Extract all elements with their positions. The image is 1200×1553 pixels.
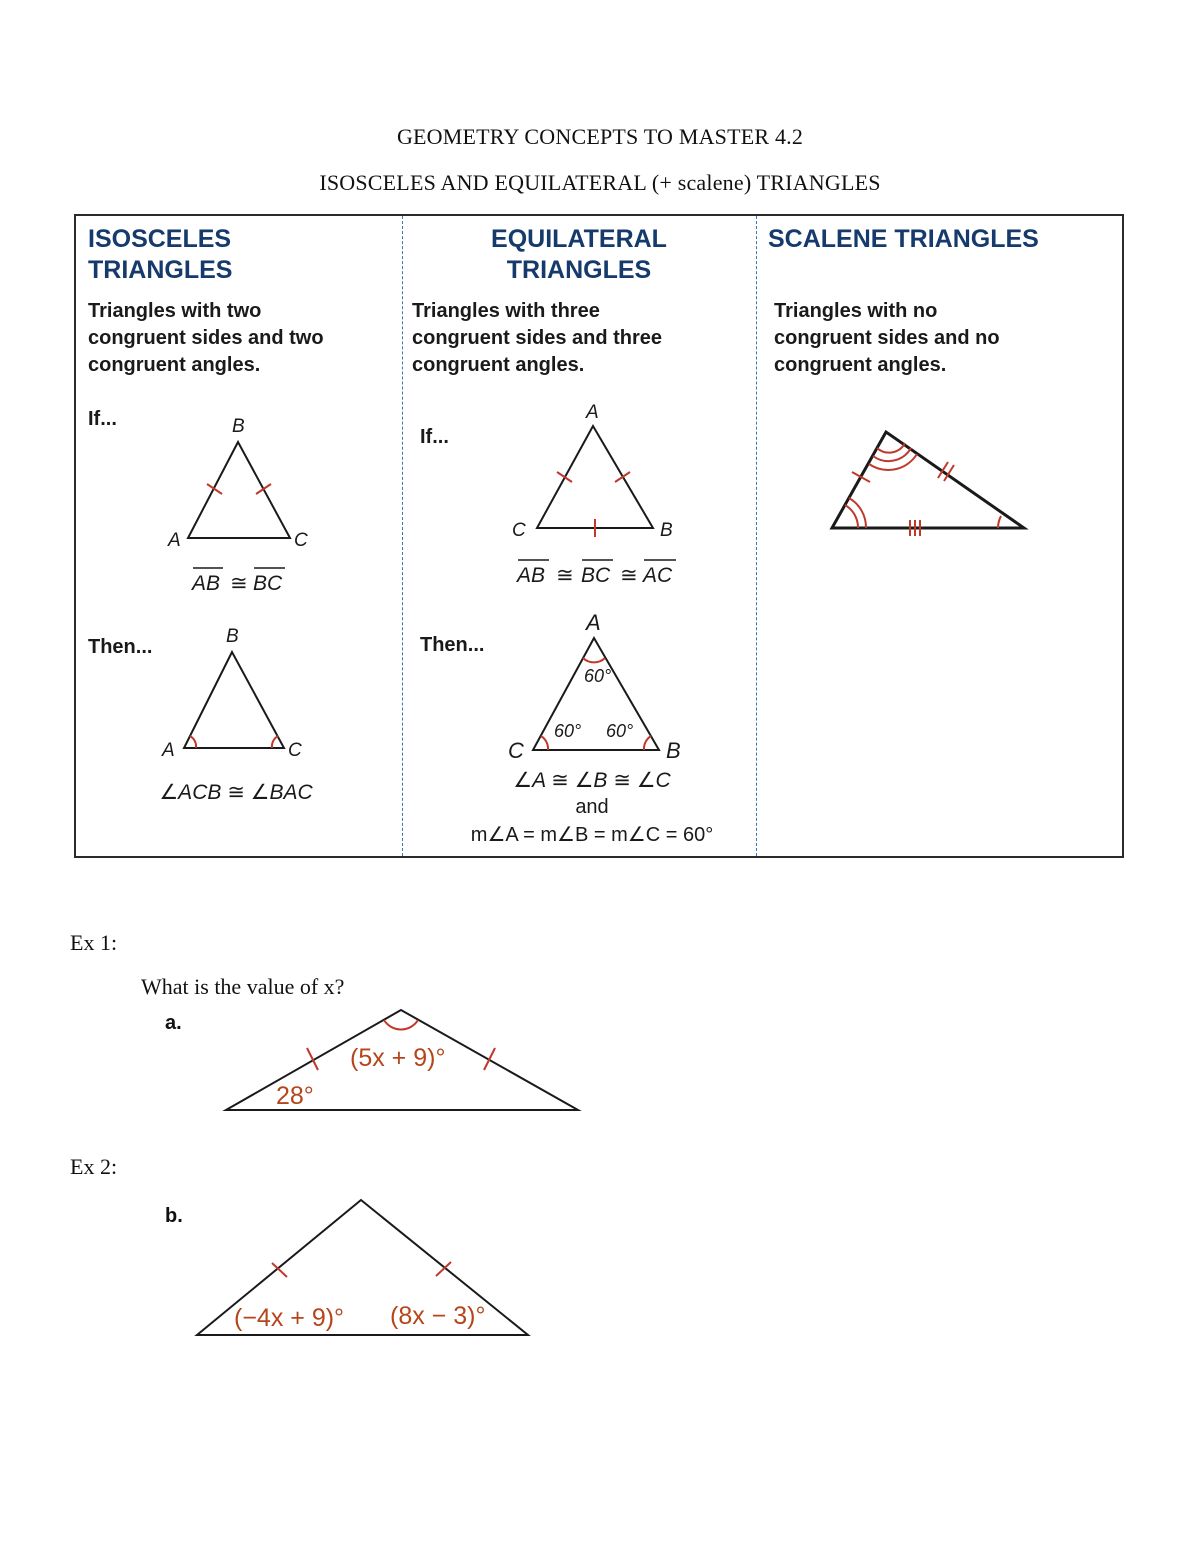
isosceles-then-label: Then...	[88, 636, 153, 658]
desc-line: congruent angles.	[774, 354, 947, 376]
desc-line: Triangles with no	[774, 300, 938, 322]
vertex-label: C	[512, 520, 526, 541]
desc-line: congruent sides and two	[88, 327, 324, 349]
vertex-label: A	[586, 402, 599, 423]
vertex-label: C	[294, 530, 308, 551]
angle-label: 28°	[276, 1082, 314, 1110]
angle-label: 60°	[606, 721, 634, 741]
segment-label: AB	[192, 572, 221, 595]
angle-label: 60°	[584, 666, 612, 686]
equilateral-then-relation-2: and	[575, 796, 609, 818]
example-a-triangle	[226, 1010, 578, 1110]
vertex-label: B	[226, 626, 239, 647]
desc-line: Triangles with two	[88, 300, 262, 322]
vertex-label: A	[162, 740, 175, 761]
tick-mark	[484, 1048, 495, 1070]
segment-label: BC	[581, 564, 611, 587]
tick-mark	[272, 1263, 287, 1277]
page-subtitle: ISOSCELES AND EQUILATERAL (+ scalene) TRIANGLES	[319, 170, 881, 195]
example-1-question: What is the value of x?	[141, 974, 345, 999]
vertex-label: B	[666, 738, 681, 763]
desc-line: congruent sides and three	[412, 327, 663, 349]
tick-mark	[436, 1262, 451, 1276]
scalene-heading: SCALENE TRIANGLES	[768, 225, 1039, 253]
segment-label: AB	[517, 564, 546, 587]
angle-label: 60°	[554, 721, 582, 741]
equilateral-then-relation-3: m∠A = m∠B = m∠C = 60°	[470, 824, 714, 846]
congruent-symbol: ≅	[230, 572, 248, 595]
congruent-symbol: ≅	[620, 564, 638, 587]
part-a-label: a.	[165, 1012, 182, 1034]
example-b-triangle	[197, 1200, 528, 1335]
heading-line: ISOSCELES	[88, 225, 232, 253]
congruent-symbol: ≅	[556, 564, 574, 587]
part-b-label: b.	[165, 1205, 183, 1227]
desc-line: congruent sides and no	[774, 327, 1000, 349]
isosceles-if-label: If...	[88, 408, 117, 430]
angle-label: (5x + 9)°	[350, 1044, 446, 1072]
segment-label: BC	[253, 572, 283, 595]
angle-label: (−4x + 9)°	[234, 1304, 345, 1332]
angle-arc	[384, 1020, 418, 1029]
angle-label: (8x − 3)°	[390, 1302, 486, 1330]
heading-line: EQUILATERAL	[491, 225, 667, 253]
vertex-label: C	[288, 740, 302, 761]
vertex-label: C	[508, 738, 524, 763]
vertex-label: B	[232, 416, 245, 437]
page-title: GEOMETRY CONCEPTS TO MASTER 4.2	[396, 124, 804, 149]
vertex-label: A	[168, 530, 181, 551]
heading-line: TRIANGLES	[506, 256, 652, 284]
equilateral-then-relation-1: ∠A ≅ ∠B ≅ ∠C	[513, 769, 671, 792]
equilateral-if-label: If...	[420, 426, 449, 448]
vertex-label: B	[660, 520, 673, 541]
isosceles-then-relation: ∠ACB ≅ ∠BAC	[159, 781, 313, 804]
equilateral-then-label: Then...	[420, 634, 485, 656]
example-2-label: Ex 2:	[70, 1154, 118, 1179]
desc-line: congruent angles.	[88, 354, 261, 376]
example-1-label: Ex 1:	[70, 930, 118, 955]
desc-line: congruent angles.	[412, 354, 585, 376]
desc-line: Triangles with three	[412, 300, 600, 322]
vertex-label: A	[586, 610, 601, 635]
segment-label: AC	[643, 564, 673, 587]
heading-line: TRIANGLES	[88, 256, 233, 284]
